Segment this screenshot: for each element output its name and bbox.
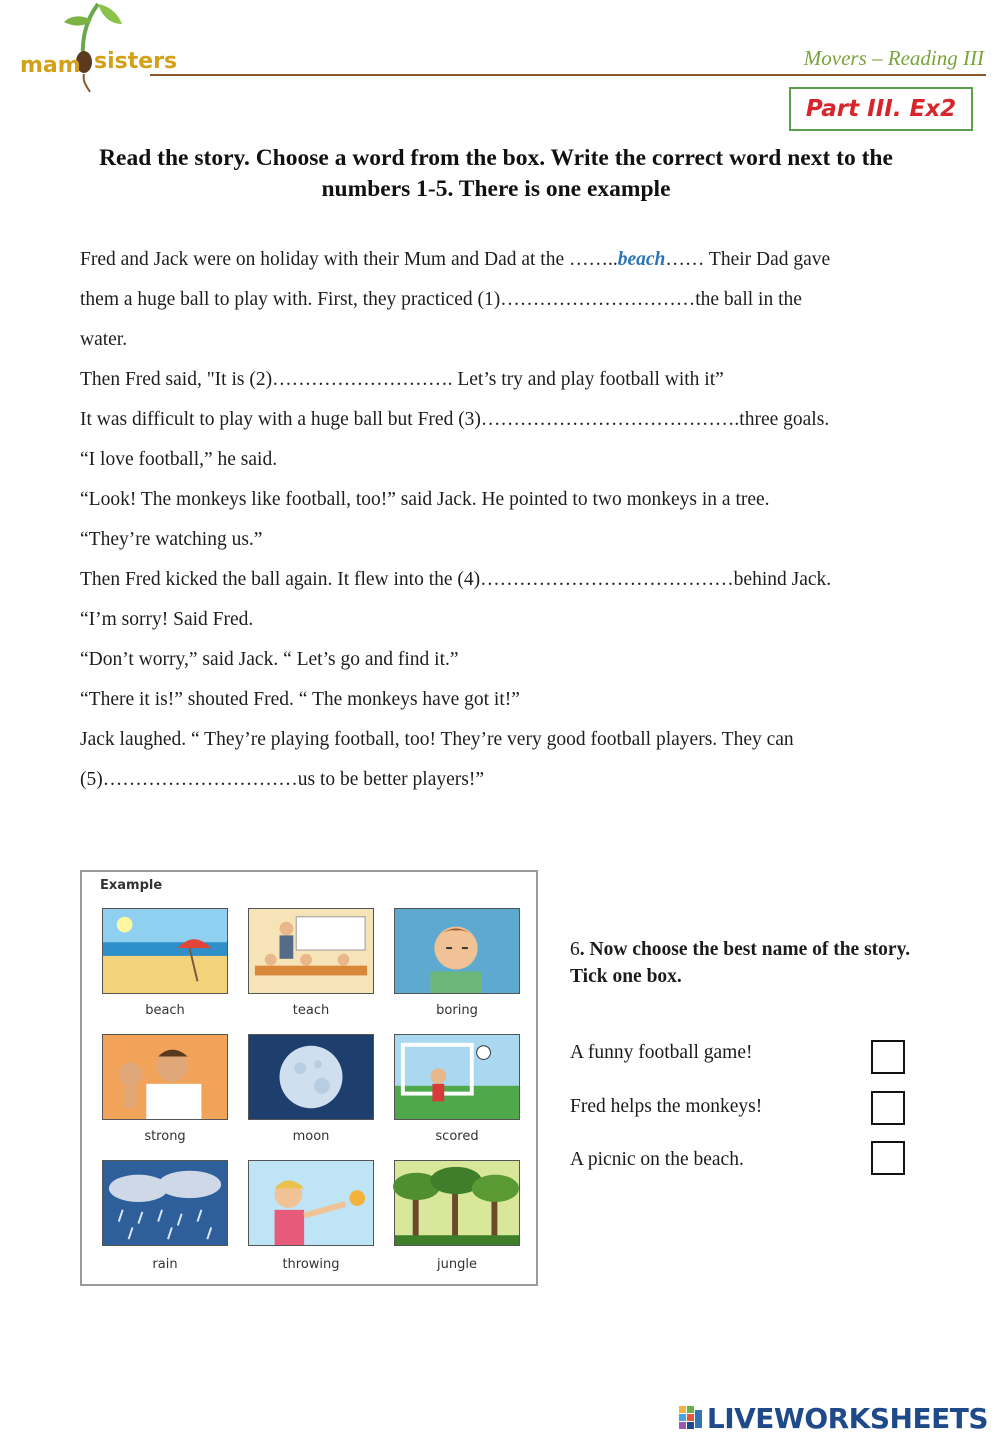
story-text bbox=[80, 240, 950, 800]
question-6-prompt bbox=[570, 936, 950, 990]
example-answer: beach bbox=[617, 249, 666, 270]
beach-picture bbox=[102, 908, 228, 994]
word-label: throwing bbox=[282, 1257, 340, 1272]
story-line: Jack laughed. “ They’re playing football, too! They’re very good football players. They can bbox=[80, 729, 794, 750]
tick-box-1[interactable] bbox=[871, 1040, 905, 1074]
story-line: “Look! The monkeys like football, too!” said Jack. He pointed to two monkeys in a tree. bbox=[80, 489, 770, 510]
word-label: scored bbox=[435, 1129, 479, 1144]
rain-picture bbox=[102, 1160, 228, 1246]
story-line: “I’m sorry! Said Fred. bbox=[80, 609, 254, 630]
boring-picture bbox=[394, 908, 520, 994]
story-line: water. bbox=[80, 329, 128, 350]
title-option-1: A funny football game! bbox=[570, 1042, 753, 1063]
story-line: It was difficult to play with a huge ball but Fred (3)………………………………….three goals. bbox=[80, 409, 830, 430]
scored-picture bbox=[394, 1034, 520, 1120]
mamasisters-logo bbox=[18, 0, 178, 92]
word-label: beach bbox=[145, 1003, 185, 1018]
worksheet-subtitle: Movers – Reading III bbox=[803, 46, 984, 70]
word-label: jungle bbox=[437, 1257, 477, 1272]
title-option-3: A picnic on the beach. bbox=[570, 1149, 744, 1170]
instructions: Read the story. Choose a word from the box. Write the correct word next to the numbers 1-5. There is one example bbox=[99, 145, 893, 202]
word-label: teach bbox=[292, 1003, 330, 1018]
word-box-heading: Example bbox=[100, 878, 163, 893]
liveworksheets-logo-icon bbox=[679, 1406, 703, 1432]
word-picture-box bbox=[80, 870, 538, 1286]
tick-box-3[interactable] bbox=[871, 1141, 905, 1175]
story-line: them a huge ball to play with. First, they practiced (1)…………………………the ball in the bbox=[80, 289, 802, 310]
part-label: Part III. Ex2 bbox=[805, 96, 957, 122]
liveworksheets-brand bbox=[679, 1402, 988, 1435]
word-label: moon bbox=[292, 1129, 330, 1144]
throwing-picture bbox=[248, 1160, 374, 1246]
story-line: Then Fred kicked the ball again. It flew into the (4)…………………………………behind Jack. bbox=[80, 569, 832, 590]
question-number: 6 bbox=[570, 939, 580, 960]
liveworksheets-wordmark: LIVEWORKSHEETS bbox=[706, 1402, 988, 1435]
header-divider bbox=[150, 74, 986, 76]
word-label: boring bbox=[436, 1003, 478, 1018]
svg-text:sisters: sisters bbox=[94, 49, 178, 74]
logo-text: mam bbox=[20, 53, 81, 78]
story-line: “There it is!” shouted Fred. “ The monkeys have got it!” bbox=[80, 689, 520, 710]
jungle-picture bbox=[394, 1160, 520, 1246]
story-line: Then Fred said, "It is (2)………………………. Let’s try and play football with it” bbox=[80, 369, 724, 390]
strong-picture bbox=[102, 1034, 228, 1120]
tick-box-2[interactable] bbox=[871, 1091, 905, 1125]
story-line: “Don’t worry,” said Jack. “ Let’s go and find it.” bbox=[80, 649, 459, 670]
story-line: “I love football,” he said. bbox=[80, 449, 278, 470]
word-label: strong bbox=[144, 1129, 186, 1144]
story-line: “They’re watching us.” bbox=[80, 529, 263, 550]
title-option-2: Fred helps the monkeys! bbox=[570, 1096, 763, 1117]
word-label: rain bbox=[152, 1257, 178, 1272]
question-text: . Now choose the best name of the story. Tick one box. bbox=[570, 939, 911, 987]
part-label-box bbox=[789, 87, 973, 131]
teach-picture bbox=[248, 908, 374, 994]
story-line: Fred and Jack were on holiday with their Mum and Dad at the ……..beach…… Their Dad gave bbox=[80, 249, 831, 270]
moon-picture bbox=[248, 1034, 374, 1120]
story-line: (5)…………………………us to be better players!” bbox=[80, 769, 484, 790]
